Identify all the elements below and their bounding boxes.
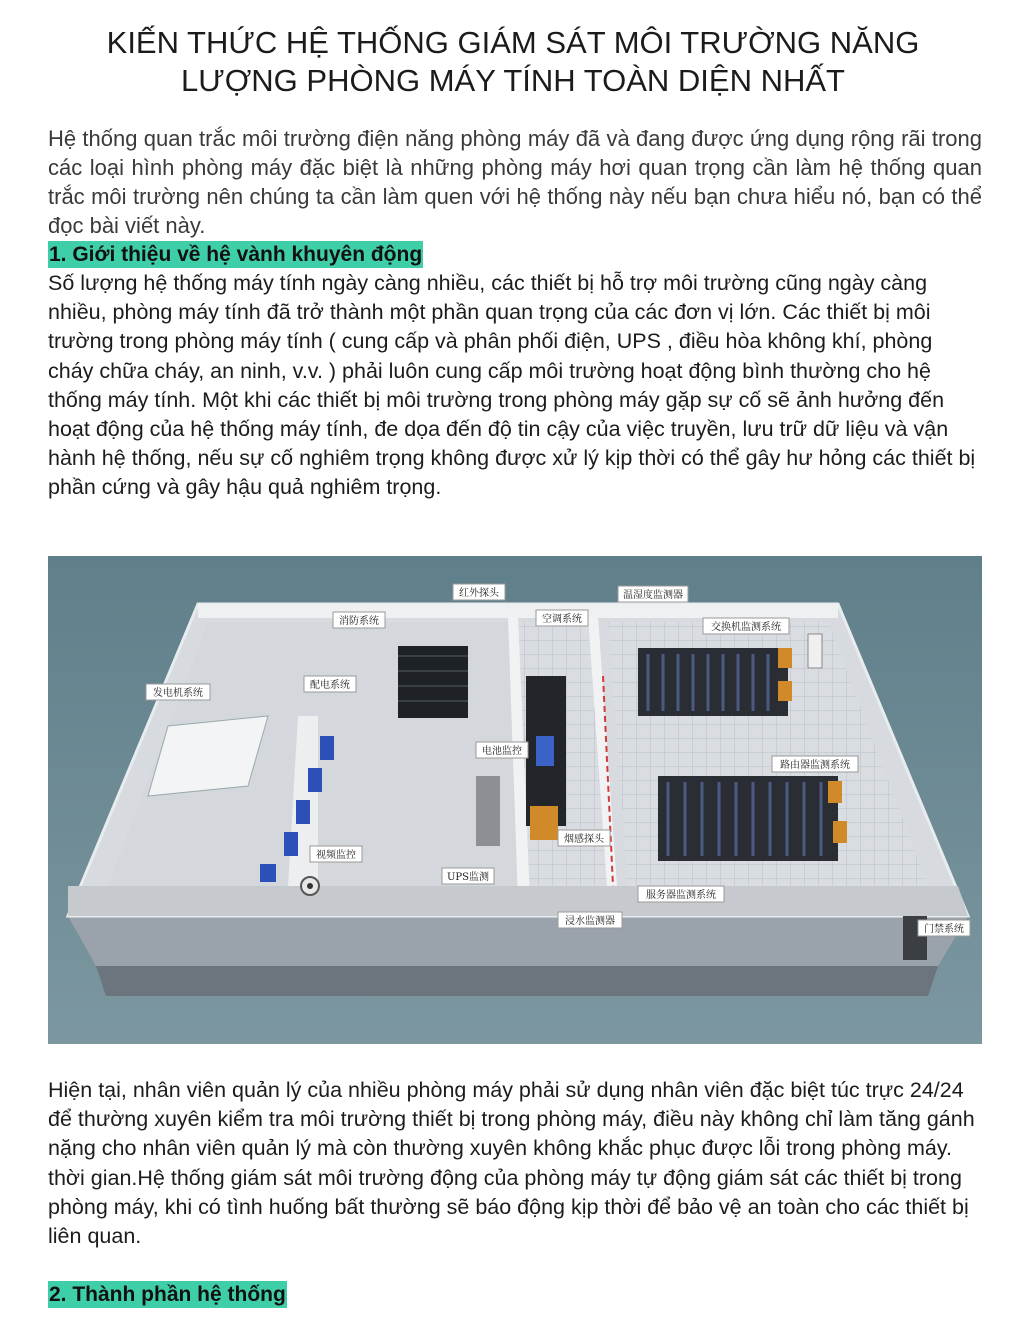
label-infrared: 红外探头 — [459, 588, 499, 599]
label-battery: 电池监控 — [482, 746, 522, 757]
title-line-2: LƯỢNG PHÒNG MÁY TÍNH TOÀN DIỆN NHẤT — [181, 63, 845, 98]
label-switch: 交换机监测系统 — [711, 622, 781, 633]
label-water: 浸水监测器 — [565, 916, 615, 927]
label-smoke: 烟感探头 — [564, 834, 604, 845]
label-ups: UPS监测 — [446, 872, 490, 883]
label-server: 服务器监测系统 — [646, 890, 716, 901]
section-1-paragraph-2: Hiện tại, nhân viên quản lý của nhiều phòng máy phải sử dụng nhân viên đặc biệt túc trực 24/24 để thường xuyên kiểm tra môi trường thiết bị trong phòng máy, điều này không chỉ làm tăng gánh nặng cho nhân viên quản lý mà còn thường xuyên không khắc phục được lỗi trong phòng máy. thời gian.Hệ thống giám sát môi trường động của phòng máy tự động giám sát các thiết bị trong phòng máy, khi có tình huống bất thường sẽ báo động kịp thời để bảo vệ an toàn cho các thiết bị liên quan. — [48, 1078, 975, 1249]
page-title — [40, 24, 986, 100]
label-power-dist: 配电系统 — [310, 680, 350, 691]
label-video: 视频监控 — [316, 850, 356, 861]
server-room-diagram — [48, 556, 982, 1044]
label-generator: 发电机系统 — [153, 688, 203, 699]
intro-paragraph: Hệ thống quan trắc môi trường điện năng phòng máy đã và đang được ứng dụng rộng rãi trong các loại hình phòng máy đặc biệt là những phòng máy hơi quan trọng cần làm hệ thống quan trắc môi trường nên chúng ta cần làm quen với hệ thống này nếu bạn chưa hiểu nó, bạn có thể đọc bài viết này. — [48, 126, 982, 238]
section-heading-2: 2. Thành phần hệ thống — [49, 1283, 286, 1306]
section-heading-1: 1. Giới thiệu về hệ vành khuyên động — [49, 243, 423, 266]
label-router: 路由器监测系统 — [780, 760, 850, 771]
section-1-paragraph: Số lượng hệ thống máy tính ngày càng nhiều, các thiết bị hỗ trợ môi trường cũng ngày càng nhiều, phòng máy tính đã trở thành một phần quan trọng của các đơn vị lớn. Các thiết bị môi trường trong phòng máy tính ( cung cấp và phân phối điện, UPS , điều hòa không khí, phòng cháy chữa cháy, an ninh, v.v. ) phải luôn cung cấp môi trường hoạt động bình thường cho hệ thống máy tính. Một khi các thiết bị môi trường trong phòng máy gặp sự cố sẽ ảnh hưởng đến hoạt động của hệ thống máy tính, đe dọa đến độ tin cậy của việc truyền, lưu trữ dữ liệu và vận hành hệ thống, nếu sự cố nghiêm trọng không được xử lý kịp thời có thể gây hư hỏng các thiết bị phần cứng và gây hậu quả nghiêm trọng. — [48, 271, 976, 500]
label-access: 门禁系统 — [924, 924, 964, 935]
label-aircon: 空调系统 — [542, 614, 582, 625]
title-line-1: KIẾN THỨC HỆ THỐNG GIÁM SÁT MÔI TRƯỜNG NĂNG — [106, 25, 920, 60]
label-fire: 消防系统 — [339, 616, 379, 627]
label-temp-humidity: 温湿度监测器 — [623, 590, 683, 601]
